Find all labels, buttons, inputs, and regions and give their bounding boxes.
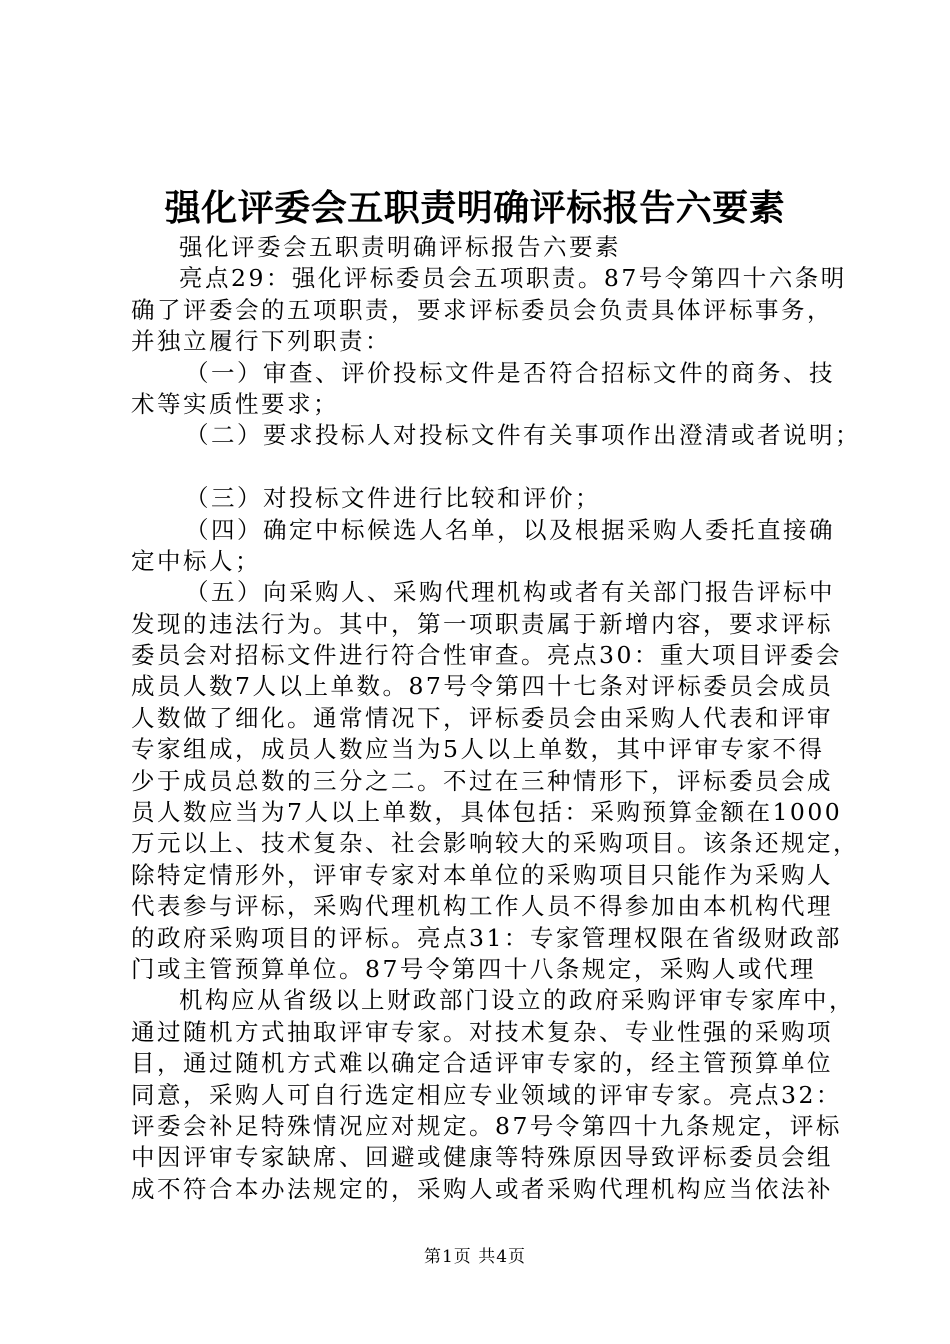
body-line: 人数做了细化。通常情况下，评标委员会由采购人代表和评审 [131, 703, 833, 732]
body-line: （二）要求投标人对投标文件有关事项作出澄清或者说明； [185, 421, 861, 450]
body-line: 同意，采购人可自行选定相应专业领域的评审专家。亮点32： [131, 1080, 842, 1109]
body-line: 目，通过随机方式难以确定合适评审专家的，经主管预算单位 [131, 1049, 833, 1078]
body-line: 确了评委会的五项职责，要求评标委员会负责具体评标事务， [131, 295, 833, 324]
body-line: 强化评委会五职责明确评标报告六要素 [179, 233, 621, 261]
body-line: 员人数应当为7人以上单数，具体包括：采购预算金额在1000 [131, 798, 843, 827]
body-line: 除特定情形外，评审专家对本单位的采购项目只能作为采购人 [131, 860, 833, 889]
body-line: 亮点29：强化评标委员会五项职责。87号令第四十六条明 [179, 264, 847, 293]
blank-line [131, 452, 836, 483]
body-line: 的政府采购项目的评标。亮点31：专家管理权限在省级财政部 [131, 923, 842, 952]
body-line: 通过随机方式抽取评审专家。对技术复杂、专业性强的采购项 [131, 1017, 833, 1046]
body-line: 并独立履行下列职责： [131, 327, 391, 356]
body-line: （一）审查、评价投标文件是否符合招标文件的商务、技 [185, 358, 835, 387]
body-line: 术等实质性要求； [131, 389, 339, 418]
body-line: 成不符合本办法规定的，采购人或者采购代理机构应当依法补 [131, 1174, 833, 1203]
body-line: 评委会补足特殊情况应对规定。87号令第四十九条规定，评标 [131, 1111, 842, 1140]
body-line: 发现的违法行为。其中，第一项职责属于新增内容，要求评标 [131, 609, 833, 638]
body-line: 中因评审专家缺席、回避或健康等特殊原因导致评标委员会组 [131, 1143, 833, 1172]
body-line: 委员会对招标文件进行符合性审查。亮点30：重大项目评委会 [131, 641, 842, 670]
body-line: 专家组成，成员人数应当为5人以上单数，其中评审专家不得 [131, 735, 825, 764]
body-line: 成员人数7人以上单数。87号令第四十七条对评标委员会成员 [131, 672, 834, 701]
body-line: （三）对投标文件进行比较和评价； [185, 484, 601, 513]
body-line: 少于成员总数的三分之二。不过在三种情形下，评标委员会成 [131, 766, 833, 795]
body-line: 门或主管预算单位。87号令第四十八条规定，采购人或代理 [131, 954, 816, 983]
body-line: 定中标人； [131, 546, 261, 575]
document-title: 强化评委会五职责明确评标报告六要素 [164, 187, 786, 229]
body-line: 万元以上、技术复杂、社会影响较大的采购项目。该条还规定， [131, 829, 859, 858]
body-line: 机构应从省级以上财政部门设立的政府采购评审专家库中， [179, 986, 855, 1015]
page-footer: 第1页 共4页 [423, 1247, 527, 1267]
body-line: （四）确定中标候选人名单，以及根据采购人委托直接确 [185, 515, 835, 544]
body-line: （五）向采购人、采购代理机构或者有关部门报告评标中 [185, 578, 835, 607]
document-body [131, 232, 861, 1205]
body-line: 代表参与评标，采购代理机构工作人员不得参加由本机构代理 [131, 892, 833, 921]
